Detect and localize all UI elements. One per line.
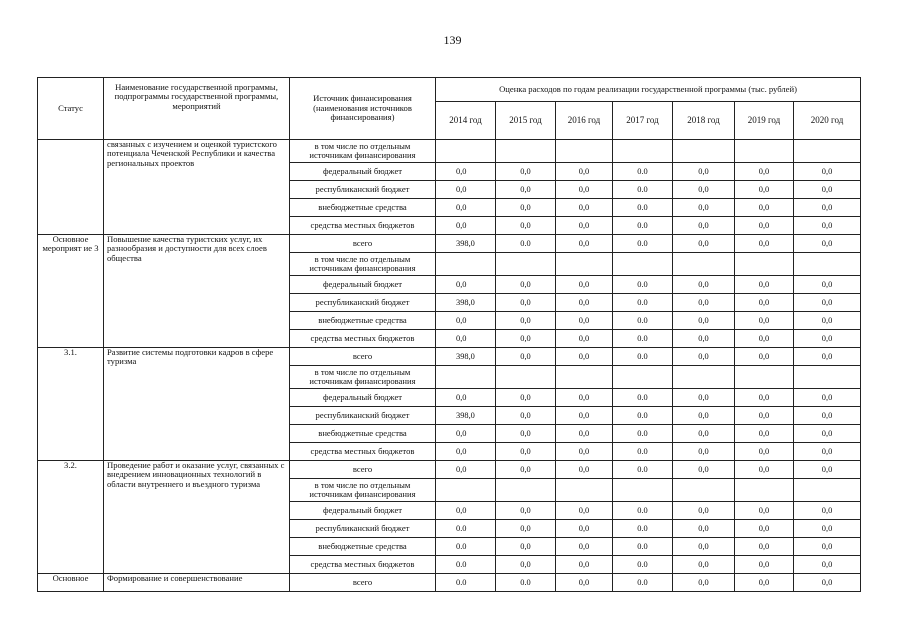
- page-number: 139: [443, 33, 462, 47]
- amount-cell: 0,0: [794, 407, 861, 425]
- amount-cell: 0,0: [496, 502, 556, 520]
- amount-cell: 0,0: [556, 461, 613, 479]
- amount-cell: 0,0: [556, 425, 613, 443]
- funding-source-cell: всего: [290, 574, 436, 592]
- amount-cell: [436, 140, 496, 163]
- amount-cell: 0,0: [794, 574, 861, 592]
- amount-cell: 0,0: [556, 556, 613, 574]
- amount-cell: 0,0: [735, 574, 794, 592]
- header-source: Источник финансирования (наименования источников финансирования): [290, 78, 436, 140]
- amount-cell: 0,0: [436, 461, 496, 479]
- amount-cell: 0,0: [496, 217, 556, 235]
- amount-cell: 398,0: [436, 294, 496, 312]
- status-cell: Основное: [38, 574, 104, 592]
- table-row: [38, 461, 861, 479]
- funding-source-cell: средства местных бюджетов: [290, 330, 436, 348]
- table-row: [38, 574, 861, 592]
- header-year: 2016 год: [556, 102, 613, 140]
- header-year: 2019 год: [735, 102, 794, 140]
- amount-cell: [673, 253, 735, 276]
- amount-cell: 0,0: [673, 389, 735, 407]
- amount-cell: 0,0: [673, 330, 735, 348]
- amount-cell: 0.0: [436, 538, 496, 556]
- funding-source-cell: федеральный бюджет: [290, 502, 436, 520]
- amount-cell: [673, 140, 735, 163]
- amount-cell: 0,0: [556, 181, 613, 199]
- funding-source-cell: республиканский бюджет: [290, 520, 436, 538]
- amount-cell: 0,0: [673, 425, 735, 443]
- activity-name-cell: Формирование и совершенствование: [104, 574, 290, 592]
- amount-cell: 0,0: [556, 163, 613, 181]
- amount-cell: 0,0: [794, 502, 861, 520]
- activity-name-cell: Проведение работ и оказание услуг, связанных с внедрением инновационных технологий в области внутреннего и въездного туризма: [104, 461, 290, 574]
- amount-cell: 0,0: [794, 217, 861, 235]
- amount-cell: 0.0: [613, 348, 673, 366]
- amount-cell: [436, 479, 496, 502]
- funding-source-cell: республиканский бюджет: [290, 407, 436, 425]
- amount-cell: 0,0: [436, 181, 496, 199]
- amount-cell: 0,0: [673, 502, 735, 520]
- amount-cell: 0,0: [496, 556, 556, 574]
- amount-cell: 0,0: [735, 556, 794, 574]
- amount-cell: 0.0: [496, 235, 556, 253]
- amount-cell: 0.0: [613, 425, 673, 443]
- funding-source-cell: федеральный бюджет: [290, 163, 436, 181]
- amount-cell: 0,0: [794, 294, 861, 312]
- activity-name-cell: Повышение качества туристских услуг, их разнообразия и доступности для всех слоев общества: [104, 235, 290, 348]
- amount-cell: 0,0: [794, 556, 861, 574]
- amount-cell: 0,0: [735, 235, 794, 253]
- amount-cell: 0,0: [556, 520, 613, 538]
- amount-cell: 0,0: [673, 520, 735, 538]
- amount-cell: 0,0: [496, 389, 556, 407]
- amount-cell: 0.0: [613, 235, 673, 253]
- amount-cell: [556, 366, 613, 389]
- amount-cell: 398,0: [436, 407, 496, 425]
- amount-cell: 0.0: [613, 163, 673, 181]
- amount-cell: 0,0: [673, 407, 735, 425]
- amount-cell: [673, 366, 735, 389]
- amount-cell: 0,0: [673, 556, 735, 574]
- amount-cell: 0,0: [794, 181, 861, 199]
- activity-name-cell: Развитие системы подготовки кадров в сфере туризма: [104, 348, 290, 461]
- amount-cell: [735, 253, 794, 276]
- amount-cell: 0,0: [673, 199, 735, 217]
- budget-table: [37, 77, 861, 592]
- amount-cell: 0,0: [673, 538, 735, 556]
- amount-cell: 0,0: [436, 502, 496, 520]
- status-cell: 3.2.: [38, 461, 104, 574]
- amount-cell: 0,0: [556, 217, 613, 235]
- funding-source-cell: внебюджетные средства: [290, 199, 436, 217]
- amount-cell: 0,0: [794, 389, 861, 407]
- header-status: Статус: [38, 78, 104, 140]
- amount-cell: 0,0: [735, 312, 794, 330]
- amount-cell: 0,0: [735, 461, 794, 479]
- amount-cell: 0,0: [794, 330, 861, 348]
- amount-cell: [496, 479, 556, 502]
- funding-source-cell: в том числе по отдельным источникам финансирования: [290, 479, 436, 502]
- amount-cell: [556, 479, 613, 502]
- amount-cell: 0,0: [436, 330, 496, 348]
- amount-cell: 0,0: [673, 181, 735, 199]
- status-cell: 3.1.: [38, 348, 104, 461]
- amount-cell: 0,0: [673, 217, 735, 235]
- funding-source-cell: внебюджетные средства: [290, 312, 436, 330]
- amount-cell: 0.0: [613, 389, 673, 407]
- amount-cell: 0,0: [735, 389, 794, 407]
- status-cell: Основное мероприят ие 3: [38, 235, 104, 348]
- amount-cell: 0,0: [735, 181, 794, 199]
- funding-source-cell: средства местных бюджетов: [290, 217, 436, 235]
- amount-cell: 0,0: [735, 502, 794, 520]
- amount-cell: 0,0: [673, 443, 735, 461]
- header-year: 2020 год: [794, 102, 861, 140]
- amount-cell: [735, 140, 794, 163]
- amount-cell: [794, 140, 861, 163]
- amount-cell: 0.0: [436, 556, 496, 574]
- amount-cell: [613, 366, 673, 389]
- funding-source-cell: внебюджетные средства: [290, 538, 436, 556]
- amount-cell: 0,0: [794, 348, 861, 366]
- amount-cell: 0,0: [556, 199, 613, 217]
- amount-cell: 0.0: [613, 312, 673, 330]
- funding-source-cell: в том числе по отдельным источникам финансирования: [290, 366, 436, 389]
- amount-cell: 0,0: [496, 520, 556, 538]
- amount-cell: 0,0: [556, 574, 613, 592]
- amount-cell: 0,0: [556, 389, 613, 407]
- amount-cell: 0,0: [735, 520, 794, 538]
- amount-cell: 0.0: [436, 574, 496, 592]
- amount-cell: [794, 479, 861, 502]
- amount-cell: 0,0: [436, 276, 496, 294]
- amount-cell: [673, 479, 735, 502]
- amount-cell: 0,0: [735, 276, 794, 294]
- amount-cell: 0.0: [436, 520, 496, 538]
- funding-source-cell: в том числе по отдельным источникам финансирования: [290, 140, 436, 163]
- amount-cell: 0,0: [436, 199, 496, 217]
- amount-cell: 0.0: [613, 181, 673, 199]
- amount-cell: 0,0: [794, 312, 861, 330]
- amount-cell: 0,0: [496, 276, 556, 294]
- funding-source-cell: всего: [290, 235, 436, 253]
- amount-cell: 0,0: [735, 217, 794, 235]
- amount-cell: 0,0: [735, 348, 794, 366]
- amount-cell: 0,0: [496, 312, 556, 330]
- amount-cell: 0,0: [794, 538, 861, 556]
- funding-source-cell: республиканский бюджет: [290, 294, 436, 312]
- amount-cell: 0.0: [613, 461, 673, 479]
- funding-source-cell: внебюджетные средства: [290, 425, 436, 443]
- funding-source-cell: в том числе по отдельным источникам финансирования: [290, 253, 436, 276]
- amount-cell: 0,0: [735, 425, 794, 443]
- amount-cell: 0,0: [436, 312, 496, 330]
- amount-cell: 0,0: [496, 294, 556, 312]
- amount-cell: [794, 253, 861, 276]
- amount-cell: 0.0: [613, 217, 673, 235]
- amount-cell: [436, 366, 496, 389]
- amount-cell: 0.0: [613, 330, 673, 348]
- amount-cell: [735, 479, 794, 502]
- amount-cell: 0,0: [436, 217, 496, 235]
- funding-source-cell: средства местных бюджетов: [290, 556, 436, 574]
- amount-cell: 0,0: [673, 294, 735, 312]
- amount-cell: 0,0: [496, 461, 556, 479]
- amount-cell: 0,0: [496, 425, 556, 443]
- amount-cell: 0,0: [436, 163, 496, 181]
- amount-cell: 0.0: [613, 276, 673, 294]
- amount-cell: 0.0: [613, 199, 673, 217]
- amount-cell: 0,0: [673, 348, 735, 366]
- amount-cell: 0.0: [496, 574, 556, 592]
- amount-cell: 0,0: [436, 389, 496, 407]
- amount-cell: 0,0: [556, 348, 613, 366]
- funding-source-cell: всего: [290, 461, 436, 479]
- table-body: [38, 140, 861, 592]
- amount-cell: [556, 140, 613, 163]
- table-row: [38, 348, 861, 366]
- amount-cell: 0,0: [673, 235, 735, 253]
- amount-cell: 0,0: [794, 163, 861, 181]
- amount-cell: 0,0: [556, 294, 613, 312]
- amount-cell: [556, 253, 613, 276]
- amount-cell: 0,0: [496, 538, 556, 556]
- amount-cell: 0,0: [436, 425, 496, 443]
- amount-cell: [613, 140, 673, 163]
- amount-cell: 0.0: [613, 556, 673, 574]
- amount-cell: 0,0: [556, 407, 613, 425]
- amount-cell: [496, 140, 556, 163]
- amount-cell: 0,0: [556, 312, 613, 330]
- amount-cell: 0,0: [735, 443, 794, 461]
- funding-source-cell: всего: [290, 348, 436, 366]
- amount-cell: 0,0: [556, 330, 613, 348]
- header-name: Наименование государственной программы, подпрограммы государственной программы, мероприятий: [104, 78, 290, 140]
- amount-cell: 0.0: [613, 538, 673, 556]
- amount-cell: 0,0: [496, 199, 556, 217]
- header-year: 2017 год: [613, 102, 673, 140]
- amount-cell: 0,0: [735, 330, 794, 348]
- amount-cell: 0,0: [794, 520, 861, 538]
- amount-cell: 0,0: [496, 443, 556, 461]
- amount-cell: 0,0: [556, 538, 613, 556]
- amount-cell: 0,0: [496, 181, 556, 199]
- amount-cell: [794, 366, 861, 389]
- amount-cell: 0,0: [794, 199, 861, 217]
- amount-cell: 0.0: [613, 502, 673, 520]
- activity-name-cell: связанных с изучением и оценкой туристского потенциала Чеченской Республики и качества региональных проектов: [104, 140, 290, 235]
- amount-cell: 0,0: [673, 461, 735, 479]
- table-row: [38, 140, 861, 163]
- amount-cell: [735, 366, 794, 389]
- amount-cell: 0.0: [613, 520, 673, 538]
- amount-cell: 0.0: [613, 574, 673, 592]
- amount-cell: 0,0: [735, 538, 794, 556]
- amount-cell: 0,0: [735, 199, 794, 217]
- amount-cell: [613, 253, 673, 276]
- header-year: 2018 год: [673, 102, 735, 140]
- amount-cell: 398,0: [436, 235, 496, 253]
- status-cell: [38, 140, 104, 235]
- amount-cell: [613, 479, 673, 502]
- amount-cell: 0,0: [673, 312, 735, 330]
- amount-cell: [436, 253, 496, 276]
- amount-cell: 0,0: [794, 235, 861, 253]
- amount-cell: 398,0: [436, 348, 496, 366]
- amount-cell: 0,0: [556, 443, 613, 461]
- header-year: 2015 год: [496, 102, 556, 140]
- header-year: 2014 год: [436, 102, 496, 140]
- funding-source-cell: средства местных бюджетов: [290, 443, 436, 461]
- amount-cell: 0,0: [794, 461, 861, 479]
- amount-cell: 0,0: [735, 163, 794, 181]
- amount-cell: 0,0: [556, 235, 613, 253]
- amount-cell: 0,0: [673, 163, 735, 181]
- amount-cell: 0.0: [613, 294, 673, 312]
- amount-cell: 0,0: [496, 348, 556, 366]
- amount-cell: [496, 253, 556, 276]
- amount-cell: 0,0: [673, 574, 735, 592]
- funding-source-cell: республиканский бюджет: [290, 181, 436, 199]
- amount-cell: 0,0: [496, 163, 556, 181]
- amount-cell: 0,0: [673, 276, 735, 294]
- amount-cell: 0,0: [794, 276, 861, 294]
- amount-cell: 0,0: [496, 407, 556, 425]
- amount-cell: 0.0: [613, 443, 673, 461]
- amount-cell: 0,0: [436, 443, 496, 461]
- amount-cell: 0,0: [794, 443, 861, 461]
- amount-cell: 0.0: [613, 407, 673, 425]
- funding-source-cell: федеральный бюджет: [290, 276, 436, 294]
- amount-cell: 0,0: [735, 294, 794, 312]
- amount-cell: 0,0: [496, 330, 556, 348]
- table-row: [38, 235, 861, 253]
- amount-cell: 0,0: [794, 425, 861, 443]
- header-estimate: Оценка расходов по годам реализации государственной программы (тыс. рублей): [436, 78, 861, 102]
- amount-cell: 0,0: [735, 407, 794, 425]
- amount-cell: 0,0: [556, 276, 613, 294]
- funding-source-cell: федеральный бюджет: [290, 389, 436, 407]
- amount-cell: [496, 366, 556, 389]
- amount-cell: 0,0: [556, 502, 613, 520]
